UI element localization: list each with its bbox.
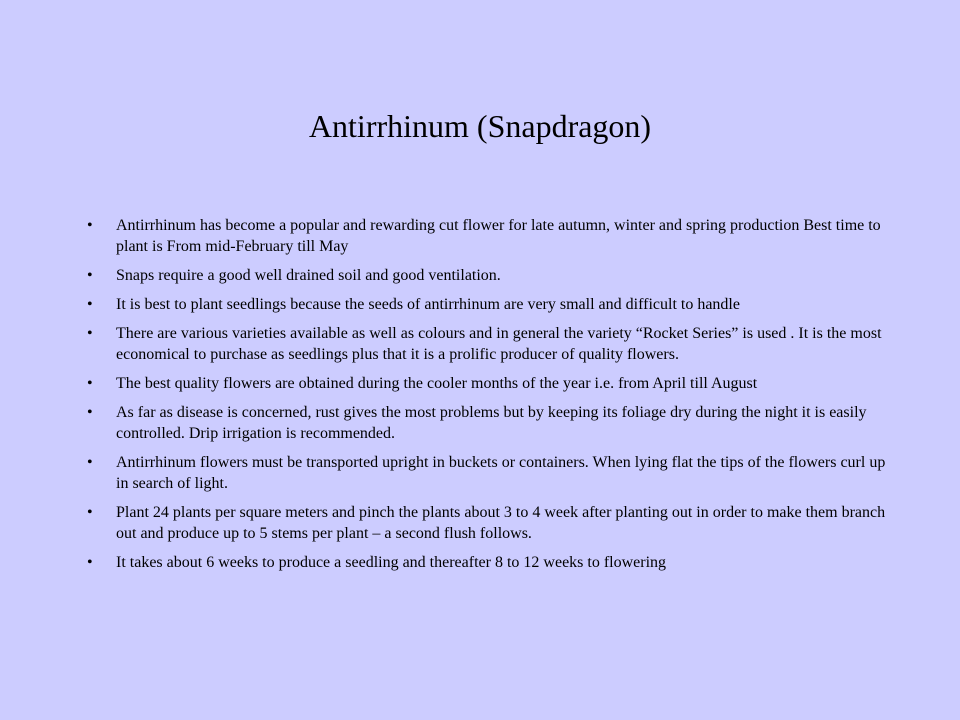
bullet-item xyxy=(87,452,887,494)
bullet-icon: • xyxy=(87,375,93,392)
bullet-text: Antirrhinum flowers must be transported upright in buckets or containers. When lying flat the tips of the flowers curl up in search of light. xyxy=(116,454,886,492)
bullet-icon: • xyxy=(87,404,93,421)
bullet-icon: • xyxy=(87,325,93,342)
bullet-icon: • xyxy=(87,454,93,471)
bullet-text: It is best to plant seedlings because the seeds of antirrhinum are very small and difficult to handle xyxy=(116,296,740,313)
bullet-item xyxy=(87,373,887,394)
bullet-item xyxy=(87,294,887,315)
bullet-icon: • xyxy=(87,267,93,284)
bullet-icon: • xyxy=(87,217,93,234)
slide-title: Antirrhinum (Snapdragon) xyxy=(308,108,652,144)
bullet-icon: • xyxy=(87,554,93,571)
bullet-text: Plant 24 plants per square meters and pinch the plants about 3 to 4 week after planting out in order to make them branch out and produce up to 5 stems per plant – a second flush follows. xyxy=(116,504,886,542)
bullet-item xyxy=(87,402,887,444)
bullet-item xyxy=(87,502,887,544)
bullet-text: Antirrhinum has become a popular and rewarding cut flower for late autumn, winter and spring production Best time to plant is From mid-February till May xyxy=(116,217,881,255)
bullet-item xyxy=(87,552,887,573)
bullet-text: As far as disease is concerned, rust gives the most problems but by keeping its foliage dry during the night it is easily controlled. Drip irrigation is recommended. xyxy=(116,404,867,442)
bullet-icon: • xyxy=(87,296,93,313)
bullet-item xyxy=(87,323,887,365)
bullet-text: It takes about 6 weeks to produce a seedling and thereafter 8 to 12 weeks to flowering xyxy=(116,554,667,571)
bullet-item xyxy=(87,265,887,286)
bullet-list xyxy=(87,215,887,581)
bullet-item xyxy=(87,215,887,257)
bullet-icon: • xyxy=(87,504,93,521)
bullet-text: There are various varieties available as well as colours and in general the variety “Rocket Series” is used . It is the most economical to purchase as seedlings plus that it is a prolific producer of quality flowers. xyxy=(116,325,882,363)
bullet-text: The best quality flowers are obtained during the cooler months of the year i.e. from April till August xyxy=(116,375,758,392)
bullet-text: Snaps require a good well drained soil and good ventilation. xyxy=(116,267,501,284)
